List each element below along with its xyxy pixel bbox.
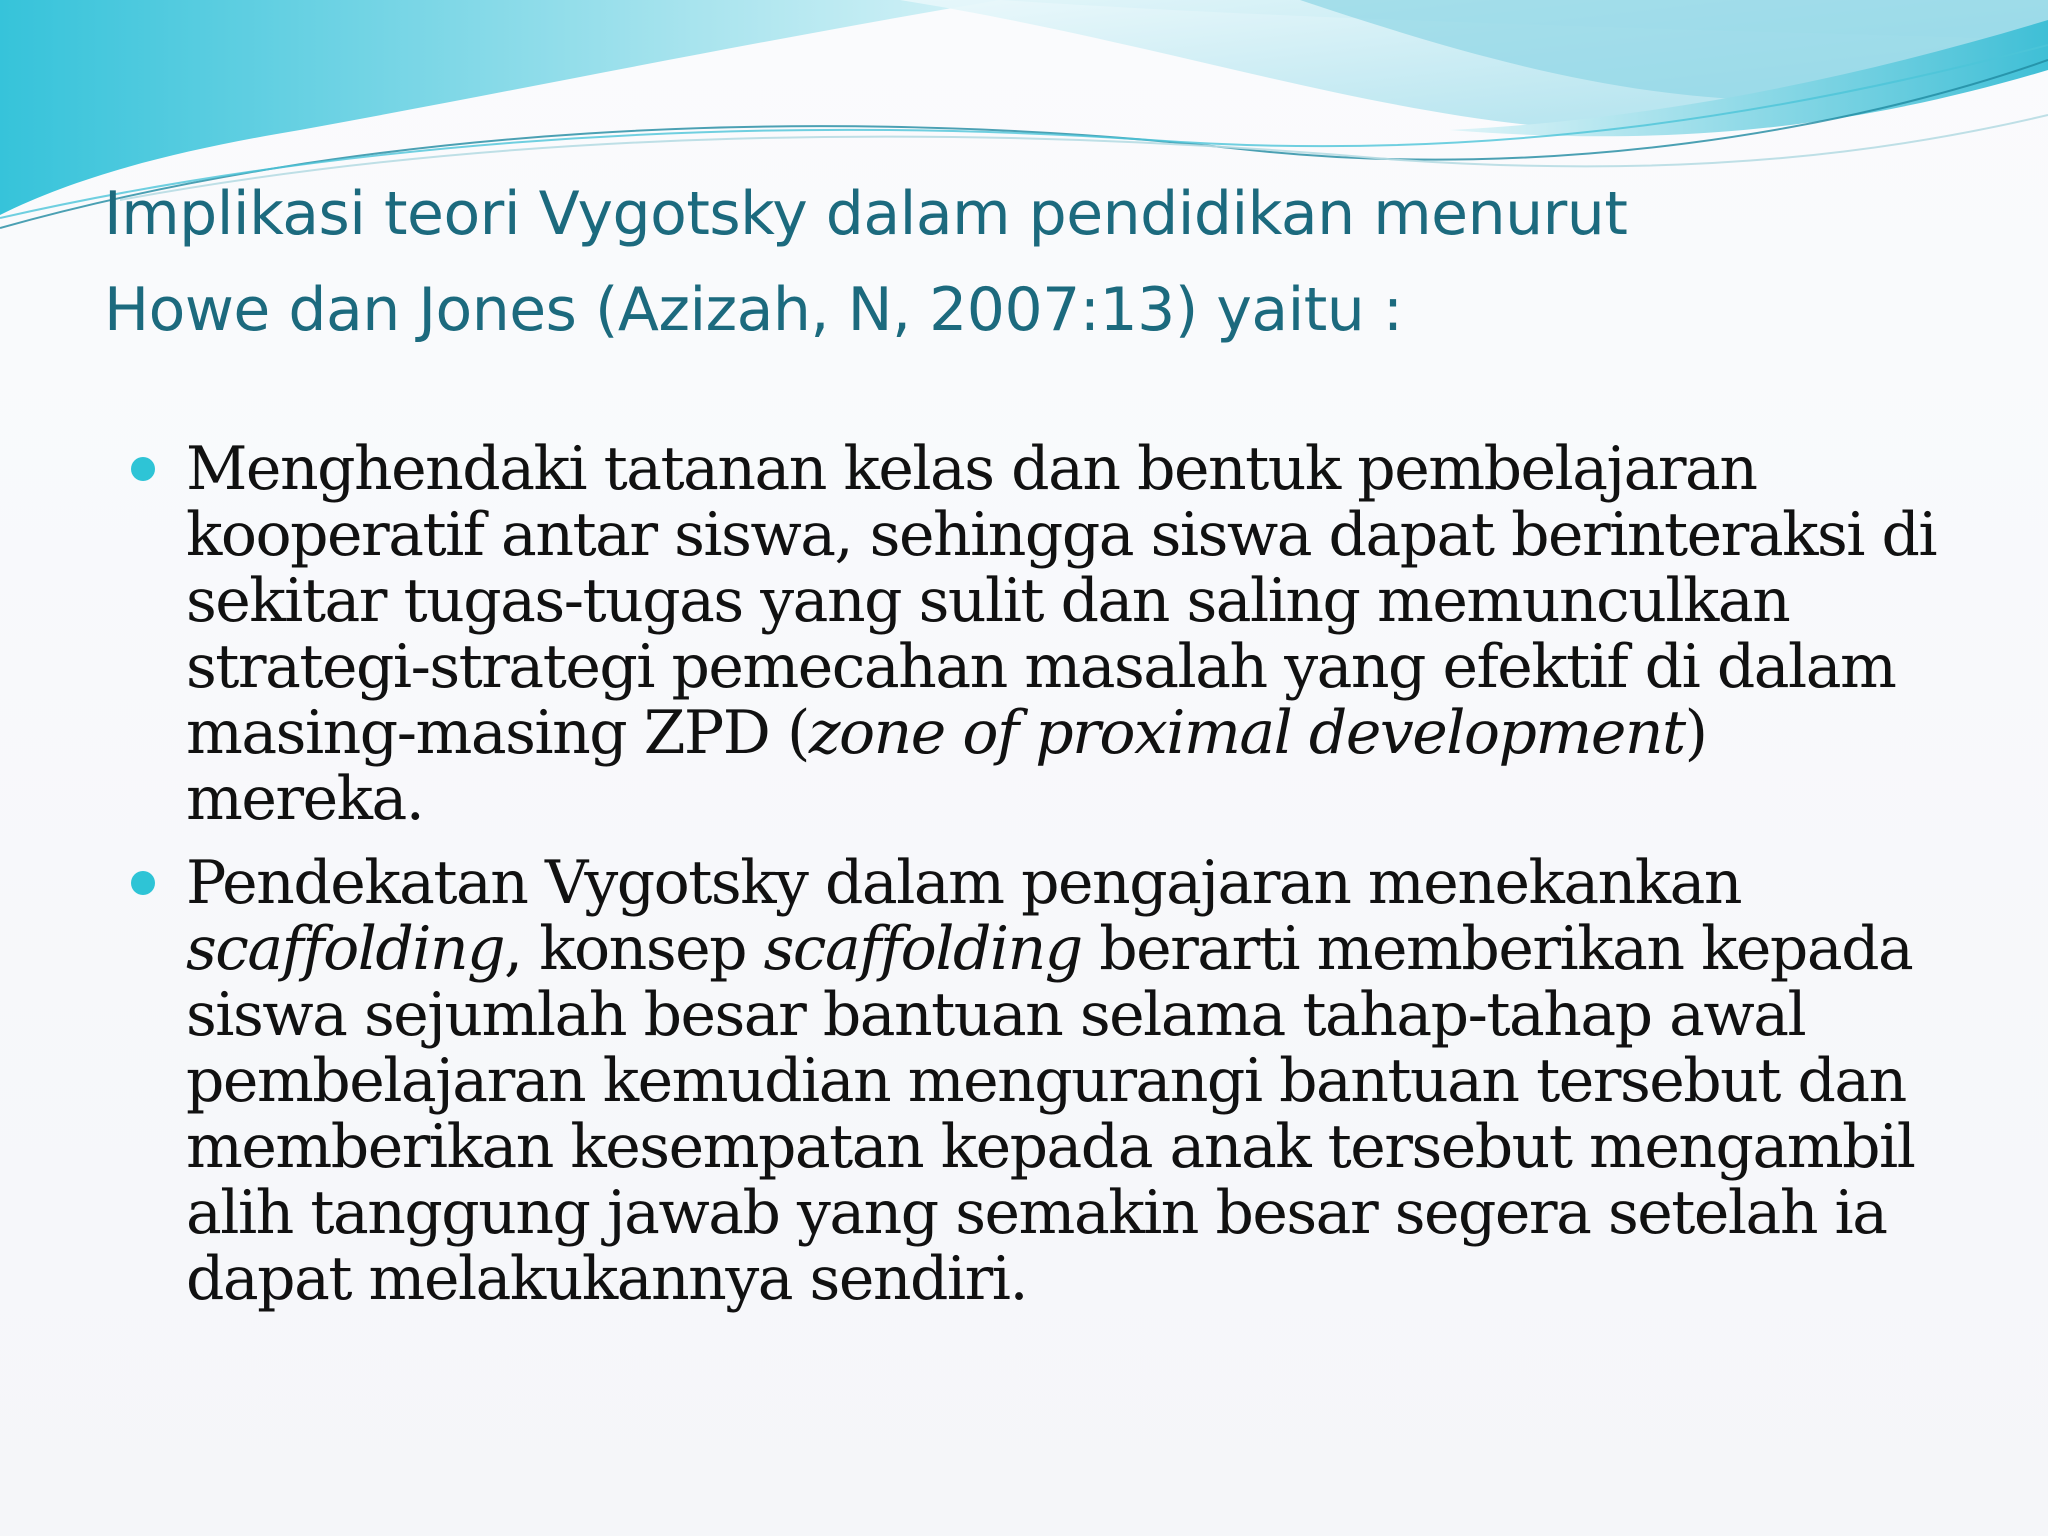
text-segment: masing-masing ZPD ( — [186, 698, 809, 768]
bullet-text-line: kooperatif antar siswa, sehingga siswa dapat berinteraksi di — [186, 500, 1937, 570]
text-segment: , konsep — [504, 914, 764, 984]
bullet-list — [0, 436, 2048, 1330]
bullet-item — [0, 436, 2048, 832]
text-segment: berarti memberikan kepada — [1081, 914, 1913, 984]
bullet-text-line: mereka. — [186, 764, 424, 834]
bullet-text-line: pembelajaran kemudian mengurangi bantuan tersebut dan — [186, 1046, 1906, 1116]
slide-title-line: Implikasi teori Vygotsky dalam pendidikan menurut — [104, 179, 1628, 249]
bullet-text-line: Pendekatan Vygotsky dalam pengajaran menekankan — [186, 848, 1742, 918]
bullet-dot-icon — [131, 871, 155, 895]
bullet-dot-icon — [131, 457, 155, 481]
slide-title — [104, 166, 1964, 358]
text-segment: ) — [1684, 698, 1707, 768]
bullet-item — [0, 850, 2048, 1312]
bullet-text-line: memberikan kesempatan kepada anak tersebut mengambil — [186, 1112, 1915, 1182]
bullet-text-line: alih tanggung jawab yang semakin besar segera setelah ia — [186, 1178, 1887, 1248]
bullet-text-line: dapat melakukannya sendiri. — [186, 1244, 1028, 1314]
bullet-text-line: strategi-strategi pemecahan masalah yang efektif di dalam — [186, 632, 1896, 702]
slide-title-line: Howe dan Jones (Azizah, N, 2007:13) yaitu : — [104, 275, 1403, 345]
italic-term: zone of proximal development — [808, 698, 1685, 768]
bullet-text-line: siswa sejumlah besar bantuan selama tahap-tahap awal — [186, 980, 1806, 1050]
bullet-text-line: Menghendaki tatanan kelas dan bentuk pembelajaran — [186, 434, 1757, 504]
italic-term: scaffolding — [186, 914, 505, 984]
bullet-text-line — [186, 700, 2048, 766]
bullet-text-line: sekitar tugas-tugas yang sulit dan saling memunculkan — [186, 566, 1790, 636]
italic-term: scaffolding — [763, 914, 1082, 984]
bullet-text-line — [186, 916, 2048, 982]
